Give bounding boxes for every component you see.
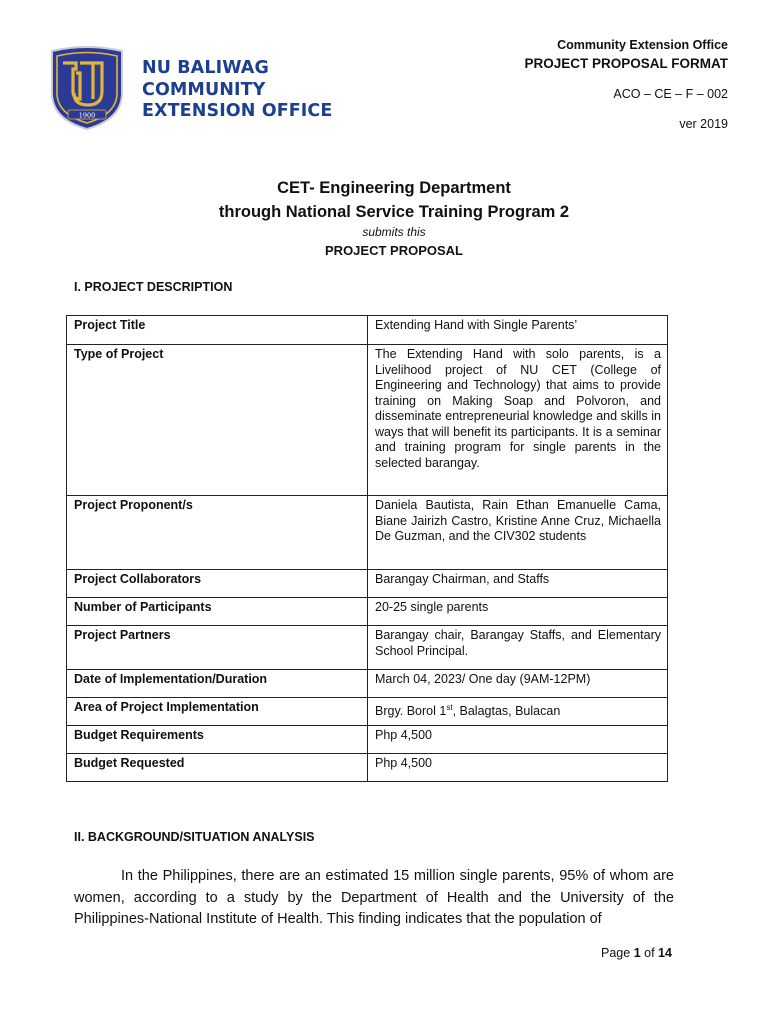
logo-year-text: 1900 [78, 111, 96, 120]
row-value: Php 4,500 [368, 726, 668, 754]
org-name-line-2: COMMUNITY [142, 79, 266, 100]
page-label: Page [601, 946, 631, 960]
section-heading-background: II. BACKGROUND/SITUATION ANALYSIS [74, 830, 315, 844]
row-label: Number of Participants [67, 598, 368, 626]
org-name-block [142, 58, 332, 123]
form-title: PROJECT PROPOSAL FORMAT [524, 56, 728, 71]
table-row [67, 570, 668, 598]
office-name: Community Extension Office [557, 38, 728, 52]
submits-text: submits this [362, 225, 426, 239]
table-row [67, 726, 668, 754]
section-heading-project-description: I. PROJECT DESCRIPTION [74, 280, 233, 294]
row-value: Php 4,500 [368, 754, 668, 782]
row-value: 20-25 single parents [368, 598, 668, 626]
program-title: through National Service Training Program 2 [218, 203, 570, 221]
table-row [67, 670, 668, 698]
document-type-title: PROJECT PROPOSAL [325, 243, 463, 258]
row-label: Budget Requirements [67, 726, 368, 754]
org-name-line-1: NU BALIWAG [142, 58, 269, 78]
value-text: Brgy. Borol 1 [375, 704, 447, 719]
row-value: March 04, 2023/ One day (9AM-12PM) [368, 670, 668, 698]
ordinal-suffix: st [446, 703, 453, 712]
org-name-line-3: EXTENSION OFFICE [142, 101, 333, 121]
row-value [368, 698, 668, 726]
row-value: Extending Hand with Single Parents’ [368, 316, 668, 345]
background-paragraph: In the Philippines, there are an estimated 15 million single parents, 95% of whom are women, according to a study by the Department of Health and the University of the Philippines-National Institute of Health. This finding indicates that the population of [74, 868, 674, 927]
row-value: The Extending Hand with solo parents, is a Livelihood project of NU CET (College of Engineering and Technology) that aims to provide training on Making Soap and Polvoron, and disseminate entrepreneurial knowledge and skills in ways that will benefit its participants. It is a seminar and training program for single parents in the selected barangay. [368, 345, 668, 496]
row-label: Project Partners [67, 626, 368, 670]
page-number: 1 [633, 946, 641, 960]
form-code: ACO – CE – F – 002 [613, 87, 728, 101]
row-label: Date of Implementation/Duration [67, 670, 368, 698]
university-seal-logo [46, 45, 128, 131]
table-row [67, 698, 668, 726]
row-value: Daniela Bautista, Rain Ethan Emanuelle Cama, Biane Jairizh Castro, Kristine Anne Cruz, Michaella De Guzman, and the CIV302 students [368, 496, 668, 570]
document-header-info [524, 38, 728, 131]
department-title: CET- Engineering Department [277, 179, 511, 197]
row-label: Area of Project Implementation [67, 698, 368, 726]
row-label: Budget Requested [67, 754, 368, 782]
table-row [67, 626, 668, 670]
row-label: Project Collaborators [67, 570, 368, 598]
page-footer [601, 946, 672, 960]
form-version: ver 2019 [679, 117, 728, 131]
of-label: of [644, 946, 655, 960]
row-label: Type of Project [67, 345, 368, 496]
table-row [67, 316, 668, 345]
row-label: Project Title [67, 316, 368, 345]
value-text: , Balagtas, Bulacan [452, 704, 561, 719]
table-row [67, 754, 668, 782]
project-description-table [66, 315, 668, 782]
row-value: Barangay chair, Barangay Staffs, and Elementary School Principal. [368, 626, 668, 670]
table-row [67, 496, 668, 570]
row-label: Project Proponent/s [67, 496, 368, 570]
table-row [67, 598, 668, 626]
table-row [67, 345, 668, 496]
page-total: 14 [658, 946, 672, 960]
row-value: Barangay Chairman, and Staffs [368, 570, 668, 598]
proposal-title-block [0, 176, 768, 262]
